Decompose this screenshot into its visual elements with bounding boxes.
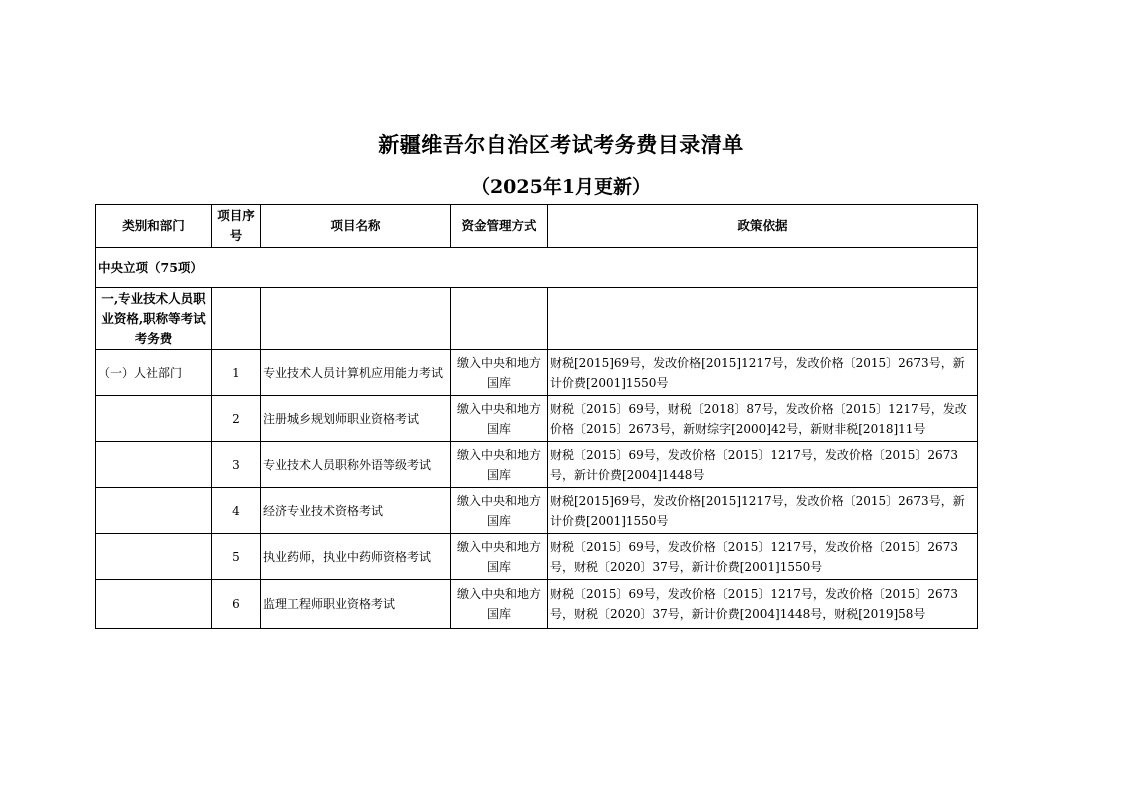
document-subtitle: （2025年1月更新）	[470, 176, 652, 198]
header-seq: 项目序号	[212, 205, 261, 248]
header-fund: 资金管理方式	[451, 205, 548, 248]
group-row	[96, 288, 978, 350]
fund-cell: 缴入中央和地方国库	[451, 350, 548, 396]
name-cell: 监理工程师职业资格考试	[261, 580, 451, 629]
table-row	[96, 350, 978, 396]
policy-cell: 财税〔2015〕69号，发改价格〔2015〕1217号，发改价格〔2015〕2673号，新计价费[2004]1448号	[548, 442, 978, 488]
policy-cell: 财税[2015]69号，发改价格[2015]1217号，发改价格〔2015〕2673号，新计价费[2001]1550号	[548, 488, 978, 534]
fund-cell: 缴入中央和地方国库	[451, 580, 548, 629]
group-empty-cell	[261, 288, 451, 350]
policy-cell: 财税〔2015〕69号，发改价格〔2015〕1217号，发改价格〔2015〕2673号，财税〔2020〕37号，新计价费[2001]1550号	[548, 534, 978, 580]
dept-cell	[96, 580, 212, 629]
seq-cell: 1	[212, 350, 261, 396]
fund-cell: 缴入中央和地方国库	[451, 488, 548, 534]
header-category: 类别和部门	[96, 205, 212, 248]
seq-cell: 4	[212, 488, 261, 534]
fee-catalog-table	[95, 204, 978, 629]
seq-cell: 3	[212, 442, 261, 488]
dept-cell	[96, 396, 212, 442]
section-row	[96, 248, 978, 288]
header-policy: 政策依据	[548, 205, 978, 248]
name-cell: 专业技术人员计算机应用能力考试	[261, 350, 451, 396]
fund-cell: 缴入中央和地方国库	[451, 396, 548, 442]
name-cell: 经济专业技术资格考试	[261, 488, 451, 534]
policy-cell: 财税[2015]69号，发改价格[2015]1217号，发改价格〔2015〕2673号，新计价费[2001]1550号	[548, 350, 978, 396]
table-row	[96, 534, 978, 580]
group-empty-cell	[212, 288, 261, 350]
table-row	[96, 580, 978, 629]
name-cell: 执业药师，执业中药师资格考试	[261, 534, 451, 580]
group-label: 一,专业技术人员职业资格,职称等考试考务费	[96, 288, 212, 350]
name-cell: 专业技术人员职称外语等级考试	[261, 442, 451, 488]
header-name: 项目名称	[261, 205, 451, 248]
policy-cell: 财税〔2015〕69号，财税〔2018〕87号，发改价格〔2015〕1217号，发改价格〔2015〕2673号，新财综字[2000]42号，新财非税[2018]11号	[548, 396, 978, 442]
table-header-row	[96, 205, 978, 248]
group-empty-cell	[451, 288, 548, 350]
dept-cell	[96, 534, 212, 580]
table-row	[96, 488, 978, 534]
name-cell: 注册城乡规划师职业资格考试	[261, 396, 451, 442]
dept-cell	[96, 488, 212, 534]
policy-cell: 财税〔2015〕69号，发改价格〔2015〕1217号，发改价格〔2015〕2673号，财税〔2020〕37号，新计价费[2004]1448号，财税[2019]58号	[548, 580, 978, 629]
seq-cell: 2	[212, 396, 261, 442]
seq-cell: 6	[212, 580, 261, 629]
table-row	[96, 442, 978, 488]
fund-cell: 缴入中央和地方国库	[451, 534, 548, 580]
fund-cell: 缴入中央和地方国库	[451, 442, 548, 488]
section-label: 中央立项（75项）	[96, 248, 978, 288]
seq-cell: 5	[212, 534, 261, 580]
dept-cell: （一）人社部门	[96, 350, 212, 396]
document-title: 新疆维吾尔自治区考试考务费目录清单	[378, 132, 744, 157]
dept-cell	[96, 442, 212, 488]
table-row	[96, 396, 978, 442]
group-empty-cell	[548, 288, 978, 350]
